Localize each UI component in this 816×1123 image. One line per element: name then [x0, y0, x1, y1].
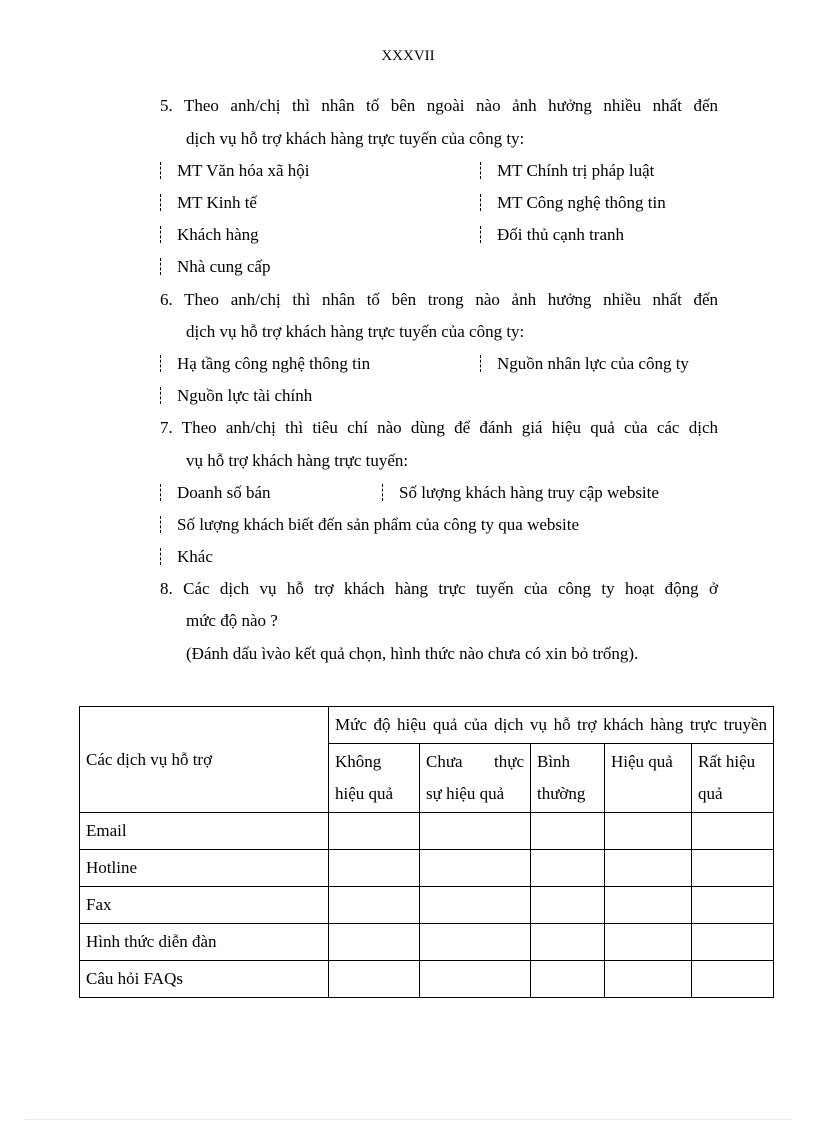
rating-cell[interactable] — [420, 813, 531, 850]
q6-option-1[interactable]: Hạ tầng công nghệ thông tin — [160, 353, 370, 375]
rating-cell[interactable] — [692, 850, 774, 887]
rating-cell[interactable] — [605, 887, 692, 924]
column-header: Không hiệu quả — [329, 744, 420, 813]
row-header-label: Các dịch vụ hỗ trợ — [86, 749, 213, 769]
row-label: Câu hỏi FAQs — [80, 961, 329, 998]
checkbox-icon[interactable] — [480, 194, 481, 211]
rating-cell[interactable] — [692, 887, 774, 924]
rating-cell[interactable] — [605, 850, 692, 887]
checkbox-icon[interactable] — [480, 226, 481, 243]
rating-cell[interactable] — [329, 924, 420, 961]
table-header-row — [80, 707, 774, 744]
row-label: Fax — [80, 887, 329, 924]
row-label: Hotline — [80, 850, 329, 887]
q5-option-3[interactable]: MT Kinh tế — [160, 192, 257, 214]
rating-cell[interactable] — [531, 813, 605, 850]
rating-cell[interactable] — [605, 924, 692, 961]
row-label: Hình thức diễn đàn — [80, 924, 329, 961]
checkbox-icon[interactable] — [160, 162, 161, 179]
checkbox-icon[interactable] — [160, 194, 161, 211]
checkbox-icon[interactable] — [382, 484, 383, 501]
q6-line2: dịch vụ hỗ trợ khách hàng trực tuyến của công ty: — [186, 322, 525, 341]
table-row — [80, 924, 774, 961]
q5-option-2[interactable]: MT Chính trị pháp luật — [480, 160, 654, 182]
q7-option-4[interactable]: Khác — [160, 546, 213, 568]
q6-option-3[interactable]: Nguồn lực tài chính — [160, 385, 312, 407]
q8-line1: 8. Các dịch vụ hỗ trợ khách hàng trực tuyến của công ty hoạt động ở — [160, 579, 718, 598]
rating-cell[interactable] — [531, 961, 605, 998]
checkbox-icon[interactable] — [160, 258, 161, 275]
rating-cell[interactable] — [605, 961, 692, 998]
group-header-cell — [329, 707, 774, 744]
q7-line2: vụ hỗ trợ khách hàng trực tuyến: — [186, 451, 409, 470]
q5-option-4[interactable]: MT Công nghệ thông tin — [480, 192, 666, 214]
table-row — [80, 813, 774, 850]
page-bottom-rule — [24, 1119, 792, 1120]
q8-line2: mức độ nào ? — [186, 611, 278, 630]
group-header-label: Mức độ hiệu quả của dịch vụ hỗ trợ khách hàng trực truyền — [335, 715, 768, 734]
rating-cell[interactable] — [420, 961, 531, 998]
checkbox-icon[interactable] — [480, 162, 481, 179]
q7-option-2[interactable]: Số lượng khách hàng truy cập website — [382, 482, 659, 504]
rating-cell[interactable] — [329, 813, 420, 850]
checkbox-icon[interactable] — [160, 548, 161, 565]
rating-cell[interactable] — [692, 813, 774, 850]
q5-option-6[interactable]: Đối thủ cạnh tranh — [480, 224, 624, 246]
q6-line1: 6. Theo anh/chị thì nhân tố bên trong nào ảnh hưởng nhiều nhất đến — [160, 290, 718, 309]
q5-option-1[interactable]: MT Văn hóa xã hội — [160, 160, 310, 182]
q5-line1: 5. Theo anh/chị thì nhân tố bên ngoài nào ảnh hưởng nhiều nhất đến — [160, 96, 718, 115]
q7-line1: 7. Theo anh/chị thì tiêu chí nào dùng để đánh giá hiệu quả của các dịch — [160, 418, 718, 437]
rating-cell[interactable] — [329, 887, 420, 924]
rating-cell[interactable] — [420, 924, 531, 961]
q5-line2: dịch vụ hỗ trợ khách hàng trực tuyến của công ty: — [186, 129, 525, 148]
q8-line3: (Đánh dấu ìvào kết quả chọn, hình thức nào chưa có xin bỏ trống). — [186, 644, 639, 663]
q6-option-2[interactable]: Nguồn nhân lực của công ty — [480, 353, 689, 375]
column-header: Rất hiệu quả — [692, 744, 774, 813]
checkbox-icon[interactable] — [160, 355, 161, 372]
rating-cell[interactable] — [692, 961, 774, 998]
row-label: Email — [80, 813, 329, 850]
checkbox-icon[interactable] — [480, 355, 481, 372]
rating-cell[interactable] — [329, 961, 420, 998]
checkbox-icon[interactable] — [160, 387, 161, 404]
checkbox-icon[interactable] — [160, 484, 161, 501]
column-header: Chưa thực sự hiệu quả — [420, 744, 531, 813]
rating-cell[interactable] — [605, 813, 692, 850]
checkbox-icon[interactable] — [160, 226, 161, 243]
table-row — [80, 887, 774, 924]
q7-option-3[interactable]: Số lượng khách biết đến sản phẩm của công ty qua website — [160, 514, 579, 536]
rating-cell[interactable] — [531, 924, 605, 961]
rating-cell[interactable] — [531, 850, 605, 887]
q7-option-1[interactable]: Doanh số bán — [160, 482, 270, 504]
column-header: Hiệu quả — [605, 744, 692, 813]
rating-cell[interactable] — [329, 850, 420, 887]
rating-cell[interactable] — [531, 887, 605, 924]
rating-cell[interactable] — [420, 887, 531, 924]
q5-option-5[interactable]: Khách hàng — [160, 224, 259, 246]
q5-option-7[interactable]: Nhà cung cấp — [160, 256, 270, 278]
row-header-cell — [80, 707, 329, 813]
column-header: Bình thường — [531, 744, 605, 813]
checkbox-icon[interactable] — [160, 516, 161, 533]
page-number: XXXVII — [381, 48, 435, 64]
effectiveness-table — [79, 706, 774, 998]
table-row — [80, 850, 774, 887]
rating-cell[interactable] — [420, 850, 531, 887]
rating-cell[interactable] — [692, 924, 774, 961]
table-row — [80, 961, 774, 998]
